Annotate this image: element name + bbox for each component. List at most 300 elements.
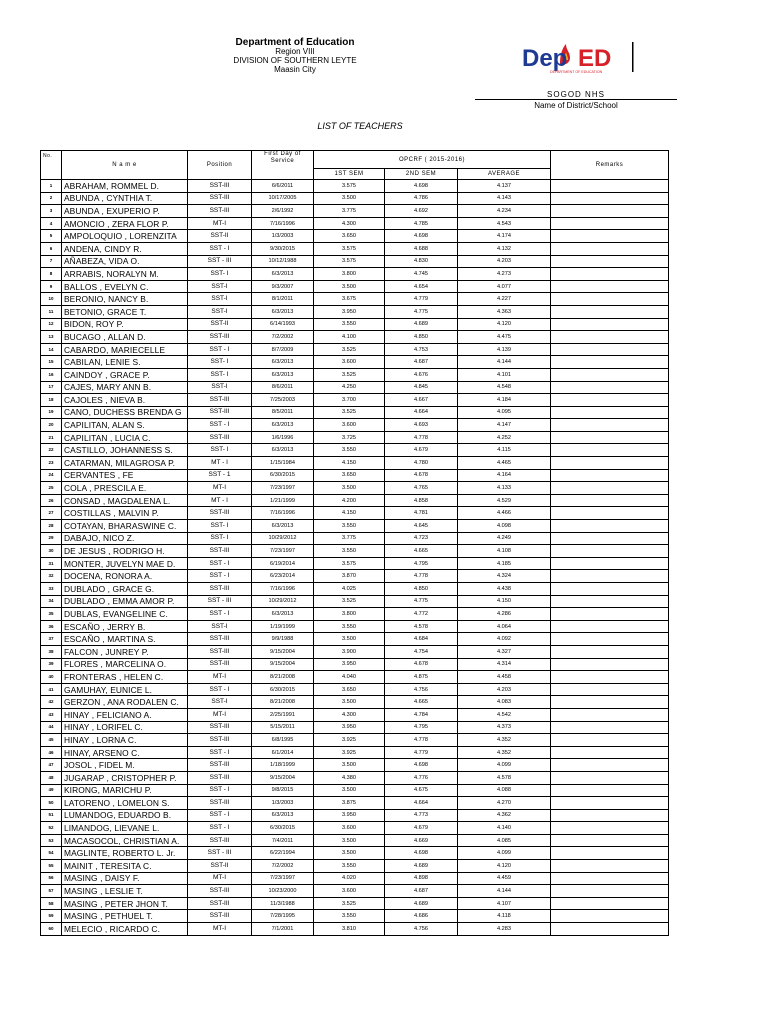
average-rating: 4.144 bbox=[458, 885, 551, 898]
average-rating: 4.064 bbox=[458, 620, 551, 633]
teacher-name: FLORES , MARCELINA O. bbox=[62, 658, 188, 671]
table-row bbox=[41, 658, 669, 671]
table-row bbox=[41, 394, 669, 407]
teacher-name: ABUNDA , EXUPERIO P. bbox=[62, 205, 188, 218]
average-rating: 4.115 bbox=[458, 444, 551, 457]
teacher-name: BETONIO, GRACE T. bbox=[62, 305, 188, 318]
average-rating: 4.098 bbox=[458, 520, 551, 533]
remarks-cell bbox=[551, 683, 669, 696]
average-rating: 4.203 bbox=[458, 683, 551, 696]
position: SST- I bbox=[188, 444, 252, 457]
sem2-rating: 4.781 bbox=[385, 507, 458, 520]
teacher-name: CASTILLO, JOHANNESS S. bbox=[62, 444, 188, 457]
average-rating: 4.143 bbox=[458, 192, 551, 205]
position: SST-III bbox=[188, 583, 252, 596]
remarks-cell bbox=[551, 457, 669, 470]
teacher-name: MASING , PETER JHON T. bbox=[62, 897, 188, 910]
first-day-of-service: 10/12/1988 bbox=[252, 255, 314, 268]
table-row bbox=[41, 923, 669, 936]
sem1-rating: 3.550 bbox=[314, 910, 385, 923]
teacher-name: ESCAÑO , JERRY B. bbox=[62, 620, 188, 633]
first-day-of-service: 1/3/2003 bbox=[252, 797, 314, 810]
teacher-name: AMONCIO , ZERA FLOR P. bbox=[62, 217, 188, 230]
first-day-of-service: 8/21/2008 bbox=[252, 696, 314, 709]
header-no: No. bbox=[41, 151, 62, 180]
sem1-rating: 3.500 bbox=[314, 834, 385, 847]
average-rating: 4.578 bbox=[458, 771, 551, 784]
teacher-name: JUGARAP , CRISTOPHER P. bbox=[62, 771, 188, 784]
average-rating: 4.164 bbox=[458, 469, 551, 482]
sem2-rating: 4.785 bbox=[385, 217, 458, 230]
remarks-cell bbox=[551, 645, 669, 658]
first-day-of-service: 6/3/2013 bbox=[252, 305, 314, 318]
average-rating: 4.543 bbox=[458, 217, 551, 230]
first-day-of-service: 9/15/2004 bbox=[252, 658, 314, 671]
row-number: 40 bbox=[41, 671, 62, 684]
teacher-name: MASING , PETHUEL T. bbox=[62, 910, 188, 923]
average-rating: 4.083 bbox=[458, 696, 551, 709]
first-day-of-service: 6/23/2014 bbox=[252, 570, 314, 583]
teacher-name: HINAY, ARSENO C. bbox=[62, 746, 188, 759]
sem1-rating: 3.950 bbox=[314, 721, 385, 734]
position: SST - III bbox=[188, 595, 252, 608]
first-day-of-service: 6/3/2013 bbox=[252, 444, 314, 457]
sem2-rating: 4.654 bbox=[385, 280, 458, 293]
logo-dep-text: Dep bbox=[522, 45, 568, 72]
teacher-name: BERONIO, NANCY B. bbox=[62, 293, 188, 306]
position: SST-II bbox=[188, 230, 252, 243]
remarks-cell bbox=[551, 242, 669, 255]
teacher-name: CAJES, MARY ANN B. bbox=[62, 381, 188, 394]
first-day-of-service: 6/8/1995 bbox=[252, 734, 314, 747]
average-rating: 4.133 bbox=[458, 482, 551, 495]
teacher-name: JOSOL , FIDEL M. bbox=[62, 759, 188, 772]
first-day-of-service: 6/30/2015 bbox=[252, 822, 314, 835]
average-rating: 4.324 bbox=[458, 570, 551, 583]
table-row bbox=[41, 771, 669, 784]
average-rating: 4.373 bbox=[458, 721, 551, 734]
row-number: 9 bbox=[41, 280, 62, 293]
row-number: 58 bbox=[41, 897, 62, 910]
sem2-rating: 4.667 bbox=[385, 394, 458, 407]
remarks-cell bbox=[551, 734, 669, 747]
position: SST - I bbox=[188, 343, 252, 356]
sem2-rating: 4.756 bbox=[385, 683, 458, 696]
position: SST - III bbox=[188, 255, 252, 268]
average-rating: 4.144 bbox=[458, 356, 551, 369]
average-rating: 4.249 bbox=[458, 532, 551, 545]
position: SST- I bbox=[188, 520, 252, 533]
table-row bbox=[41, 356, 669, 369]
first-day-of-service: 6/3/2013 bbox=[252, 268, 314, 281]
teacher-name: DUBLADO , GRACE G. bbox=[62, 583, 188, 596]
position: SST- I bbox=[188, 532, 252, 545]
row-number: 18 bbox=[41, 394, 62, 407]
remarks-cell bbox=[551, 507, 669, 520]
row-number: 19 bbox=[41, 406, 62, 419]
teacher-name: DUBLAS, EVANGELINE C. bbox=[62, 608, 188, 621]
first-day-of-service: 6/3/2013 bbox=[252, 356, 314, 369]
remarks-cell bbox=[551, 885, 669, 898]
teacher-name: MAINIT , TERESITA C. bbox=[62, 860, 188, 873]
header-first-day: First Day of Service bbox=[252, 151, 314, 180]
position: SST- I bbox=[188, 356, 252, 369]
table-row bbox=[41, 545, 669, 558]
row-number: 14 bbox=[41, 343, 62, 356]
first-day-of-service: 6/3/2013 bbox=[252, 368, 314, 381]
table-row bbox=[41, 557, 669, 570]
first-day-of-service: 6/19/2014 bbox=[252, 557, 314, 570]
sem1-rating: 3.550 bbox=[314, 620, 385, 633]
position: SST-III bbox=[188, 771, 252, 784]
row-number: 37 bbox=[41, 633, 62, 646]
table-row bbox=[41, 696, 669, 709]
position: MT-I bbox=[188, 217, 252, 230]
row-number: 4 bbox=[41, 217, 62, 230]
teacher-name: COLA , PRESCILA E. bbox=[62, 482, 188, 495]
table-row bbox=[41, 671, 669, 684]
table-row bbox=[41, 331, 669, 344]
table-row bbox=[41, 494, 669, 507]
table-row bbox=[41, 860, 669, 873]
position: SST-III bbox=[188, 797, 252, 810]
teacher-name: AMPOLOQUIO , LORENZITA bbox=[62, 230, 188, 243]
sem2-rating: 4.784 bbox=[385, 708, 458, 721]
average-rating: 4.132 bbox=[458, 242, 551, 255]
school-name: SOGOD NHS bbox=[547, 90, 605, 99]
average-rating: 4.352 bbox=[458, 734, 551, 747]
remarks-cell bbox=[551, 595, 669, 608]
position: MT-I bbox=[188, 872, 252, 885]
row-number: 46 bbox=[41, 746, 62, 759]
sem2-rating: 4.578 bbox=[385, 620, 458, 633]
sem2-rating: 4.754 bbox=[385, 645, 458, 658]
table-row bbox=[41, 734, 669, 747]
position: MT-I bbox=[188, 708, 252, 721]
table-row bbox=[41, 847, 669, 860]
average-rating: 4.203 bbox=[458, 255, 551, 268]
teacher-name: ARRABIS, NORALYN M. bbox=[62, 268, 188, 281]
sem2-rating: 4.723 bbox=[385, 532, 458, 545]
sem1-rating: 3.875 bbox=[314, 797, 385, 810]
average-rating: 4.120 bbox=[458, 860, 551, 873]
sem1-rating: 3.525 bbox=[314, 595, 385, 608]
sem2-rating: 4.779 bbox=[385, 746, 458, 759]
table-row bbox=[41, 809, 669, 822]
first-day-of-service: 7/23/1997 bbox=[252, 482, 314, 495]
first-day-of-service: 10/17/2005 bbox=[252, 192, 314, 205]
first-day-of-service: 10/23/2000 bbox=[252, 885, 314, 898]
sem1-rating: 3.700 bbox=[314, 394, 385, 407]
sem1-rating: 3.675 bbox=[314, 293, 385, 306]
sem1-rating: 3.525 bbox=[314, 368, 385, 381]
remarks-cell bbox=[551, 809, 669, 822]
row-number: 45 bbox=[41, 734, 62, 747]
position: SST - I bbox=[188, 242, 252, 255]
row-number: 41 bbox=[41, 683, 62, 696]
sem2-rating: 4.698 bbox=[385, 847, 458, 860]
average-rating: 4.362 bbox=[458, 809, 551, 822]
row-number: 42 bbox=[41, 696, 62, 709]
table-row bbox=[41, 708, 669, 721]
table-row bbox=[41, 507, 669, 520]
row-number: 27 bbox=[41, 507, 62, 520]
first-day-of-service: 1/21/1999 bbox=[252, 494, 314, 507]
position: SST-I bbox=[188, 293, 252, 306]
sem1-rating: 4.300 bbox=[314, 217, 385, 230]
teacher-name: DUBLADO , EMMA AMOR P. bbox=[62, 595, 188, 608]
remarks-cell bbox=[551, 583, 669, 596]
table-row bbox=[41, 797, 669, 810]
sem2-rating: 4.779 bbox=[385, 293, 458, 306]
remarks-cell bbox=[551, 620, 669, 633]
teacher-name: CAINDOY , GRACE P. bbox=[62, 368, 188, 381]
sem2-rating: 4.780 bbox=[385, 457, 458, 470]
sem1-rating: 3.525 bbox=[314, 897, 385, 910]
row-number: 5 bbox=[41, 230, 62, 243]
remarks-cell bbox=[551, 318, 669, 331]
average-rating: 4.185 bbox=[458, 557, 551, 570]
first-day-of-service: 6/3/2013 bbox=[252, 520, 314, 533]
remarks-cell bbox=[551, 280, 669, 293]
average-rating: 4.108 bbox=[458, 545, 551, 558]
sem2-rating: 4.775 bbox=[385, 305, 458, 318]
first-day-of-service: 7/16/1996 bbox=[252, 583, 314, 596]
teacher-name: MASING , LESLIE T. bbox=[62, 885, 188, 898]
sem1-rating: 3.550 bbox=[314, 860, 385, 873]
table-row bbox=[41, 645, 669, 658]
sem1-rating: 3.500 bbox=[314, 847, 385, 860]
remarks-cell bbox=[551, 419, 669, 432]
average-rating: 4.352 bbox=[458, 746, 551, 759]
sem2-rating: 4.858 bbox=[385, 494, 458, 507]
first-day-of-service: 7/25/2003 bbox=[252, 394, 314, 407]
teacher-name: FALCON , JUNREY P. bbox=[62, 645, 188, 658]
teacher-name: LUMANDOG, EDUARDO B. bbox=[62, 809, 188, 822]
sem1-rating: 4.020 bbox=[314, 872, 385, 885]
sem1-rating: 3.575 bbox=[314, 242, 385, 255]
sem1-rating: 4.100 bbox=[314, 331, 385, 344]
remarks-cell bbox=[551, 444, 669, 457]
position: MT-I bbox=[188, 923, 252, 936]
sem2-rating: 4.773 bbox=[385, 809, 458, 822]
sem1-rating: 3.600 bbox=[314, 885, 385, 898]
first-day-of-service: 9/15/2004 bbox=[252, 771, 314, 784]
sem1-rating: 4.150 bbox=[314, 507, 385, 520]
deped-logo bbox=[520, 42, 635, 76]
average-rating: 4.314 bbox=[458, 658, 551, 671]
table-row bbox=[41, 520, 669, 533]
row-number: 60 bbox=[41, 923, 62, 936]
table-row bbox=[41, 746, 669, 759]
remarks-cell bbox=[551, 230, 669, 243]
row-number: 35 bbox=[41, 608, 62, 621]
row-number: 12 bbox=[41, 318, 62, 331]
position: MT-I bbox=[188, 671, 252, 684]
first-day-of-service: 1/19/1999 bbox=[252, 620, 314, 633]
average-rating: 4.465 bbox=[458, 457, 551, 470]
position: SST - I bbox=[188, 822, 252, 835]
first-day-of-service: 1/18/1999 bbox=[252, 759, 314, 772]
sem2-rating: 4.795 bbox=[385, 557, 458, 570]
sem1-rating: 3.650 bbox=[314, 683, 385, 696]
row-number: 1 bbox=[41, 180, 62, 193]
sem2-rating: 4.698 bbox=[385, 180, 458, 193]
average-rating: 4.147 bbox=[458, 419, 551, 432]
average-rating: 4.099 bbox=[458, 759, 551, 772]
position: SST - I bbox=[188, 419, 252, 432]
school-caption: Name of District/School bbox=[534, 101, 618, 110]
first-day-of-service: 1/6/1996 bbox=[252, 431, 314, 444]
position: SST-III bbox=[188, 759, 252, 772]
remarks-cell bbox=[551, 608, 669, 621]
row-number: 24 bbox=[41, 469, 62, 482]
table-row bbox=[41, 759, 669, 772]
table-row bbox=[41, 885, 669, 898]
average-rating: 4.137 bbox=[458, 180, 551, 193]
teacher-name: BALLOS , EVELYN C. bbox=[62, 280, 188, 293]
row-number: 52 bbox=[41, 822, 62, 835]
sem2-rating: 4.875 bbox=[385, 671, 458, 684]
remarks-cell bbox=[551, 331, 669, 344]
teacher-name: LIMANDOG, LIEVANE L. bbox=[62, 822, 188, 835]
average-rating: 4.077 bbox=[458, 280, 551, 293]
sem1-rating: 3.650 bbox=[314, 469, 385, 482]
first-day-of-service: 6/3/2013 bbox=[252, 419, 314, 432]
sem2-rating: 4.775 bbox=[385, 595, 458, 608]
average-rating: 4.273 bbox=[458, 268, 551, 281]
sem2-rating: 4.765 bbox=[385, 482, 458, 495]
position: SST - I bbox=[188, 746, 252, 759]
row-number: 33 bbox=[41, 583, 62, 596]
row-number: 2 bbox=[41, 192, 62, 205]
row-number: 34 bbox=[41, 595, 62, 608]
table-row bbox=[41, 305, 669, 318]
sem1-rating: 4.150 bbox=[314, 457, 385, 470]
sem2-rating: 4.678 bbox=[385, 469, 458, 482]
first-day-of-service: 7/16/1996 bbox=[252, 507, 314, 520]
header-block bbox=[210, 38, 380, 74]
first-day-of-service: 6/30/2015 bbox=[252, 469, 314, 482]
average-rating: 4.548 bbox=[458, 381, 551, 394]
sem2-rating: 4.665 bbox=[385, 545, 458, 558]
table-row bbox=[41, 280, 669, 293]
table-row bbox=[41, 583, 669, 596]
city-label: Maasin City bbox=[274, 65, 316, 74]
first-day-of-service: 7/16/1996 bbox=[252, 217, 314, 230]
sem2-rating: 4.687 bbox=[385, 885, 458, 898]
sem2-rating: 4.845 bbox=[385, 381, 458, 394]
sem1-rating: 3.500 bbox=[314, 759, 385, 772]
remarks-cell bbox=[551, 469, 669, 482]
row-number: 6 bbox=[41, 242, 62, 255]
row-number: 43 bbox=[41, 708, 62, 721]
table-row bbox=[41, 620, 669, 633]
logo-ed-text: ED bbox=[578, 45, 612, 72]
row-number: 53 bbox=[41, 834, 62, 847]
remarks-cell bbox=[551, 406, 669, 419]
row-number: 23 bbox=[41, 457, 62, 470]
header-remarks: Remarks bbox=[551, 151, 669, 180]
first-day-of-service: 7/23/1997 bbox=[252, 545, 314, 558]
position: SST-III bbox=[188, 633, 252, 646]
sem1-rating: 3.800 bbox=[314, 608, 385, 621]
row-number: 10 bbox=[41, 293, 62, 306]
sem2-rating: 4.665 bbox=[385, 696, 458, 709]
average-rating: 4.184 bbox=[458, 394, 551, 407]
sem2-rating: 4.795 bbox=[385, 721, 458, 734]
table-row bbox=[41, 406, 669, 419]
average-rating: 4.085 bbox=[458, 834, 551, 847]
row-number: 30 bbox=[41, 545, 62, 558]
remarks-cell bbox=[551, 356, 669, 369]
teacher-name: CAPILITAN, ALAN S. bbox=[62, 419, 188, 432]
table-row bbox=[41, 343, 669, 356]
sem1-rating: 3.600 bbox=[314, 419, 385, 432]
position: SST - I bbox=[188, 683, 252, 696]
remarks-cell bbox=[551, 431, 669, 444]
sem1-rating: 4.300 bbox=[314, 708, 385, 721]
first-day-of-service: 6/3/2013 bbox=[252, 608, 314, 621]
table-row bbox=[41, 242, 669, 255]
first-day-of-service: 6/1/2014 bbox=[252, 746, 314, 759]
row-number: 17 bbox=[41, 381, 62, 394]
remarks-cell bbox=[551, 343, 669, 356]
row-number: 28 bbox=[41, 520, 62, 533]
sem2-rating: 4.698 bbox=[385, 230, 458, 243]
average-rating: 4.099 bbox=[458, 847, 551, 860]
sem1-rating: 3.810 bbox=[314, 923, 385, 936]
first-day-of-service: 7/23/1997 bbox=[252, 872, 314, 885]
table-row bbox=[41, 910, 669, 923]
table-row bbox=[41, 419, 669, 432]
average-rating: 4.466 bbox=[458, 507, 551, 520]
sem1-rating: 4.025 bbox=[314, 583, 385, 596]
first-day-of-service: 5/15/2011 bbox=[252, 721, 314, 734]
first-day-of-service: 9/9/1988 bbox=[252, 633, 314, 646]
position: SST-II bbox=[188, 318, 252, 331]
sem1-rating: 4.040 bbox=[314, 671, 385, 684]
sem1-rating: 3.600 bbox=[314, 356, 385, 369]
remarks-cell bbox=[551, 746, 669, 759]
remarks-cell bbox=[551, 872, 669, 885]
teacher-name: MONTER, JUVELYN MAE D. bbox=[62, 557, 188, 570]
average-rating: 4.458 bbox=[458, 671, 551, 684]
first-day-of-service: 7/1/2001 bbox=[252, 923, 314, 936]
region-label: Region VIII bbox=[275, 47, 315, 56]
row-number: 20 bbox=[41, 419, 62, 432]
teacher-name: MASING , DAISY F. bbox=[62, 872, 188, 885]
position: SST-III bbox=[188, 721, 252, 734]
average-rating: 4.459 bbox=[458, 872, 551, 885]
list-title: LIST OF TEACHERS bbox=[317, 121, 403, 131]
first-day-of-service: 1/15/1984 bbox=[252, 457, 314, 470]
average-rating: 4.092 bbox=[458, 633, 551, 646]
position: SST - 1 bbox=[188, 469, 252, 482]
position: SST-I bbox=[188, 305, 252, 318]
remarks-cell bbox=[551, 923, 669, 936]
remarks-cell bbox=[551, 708, 669, 721]
sem2-rating: 4.664 bbox=[385, 797, 458, 810]
sem2-rating: 4.830 bbox=[385, 255, 458, 268]
first-day-of-service: 1/3/2003 bbox=[252, 230, 314, 243]
teacher-name: ABRAHAM, ROMMEL D. bbox=[62, 180, 188, 193]
table-row bbox=[41, 595, 669, 608]
teacher-name: BUCAGO , ALLAN D. bbox=[62, 331, 188, 344]
teacher-name: CATARMAN, MILAGROSA P. bbox=[62, 457, 188, 470]
table-row bbox=[41, 469, 669, 482]
sem1-rating: 3.600 bbox=[314, 822, 385, 835]
